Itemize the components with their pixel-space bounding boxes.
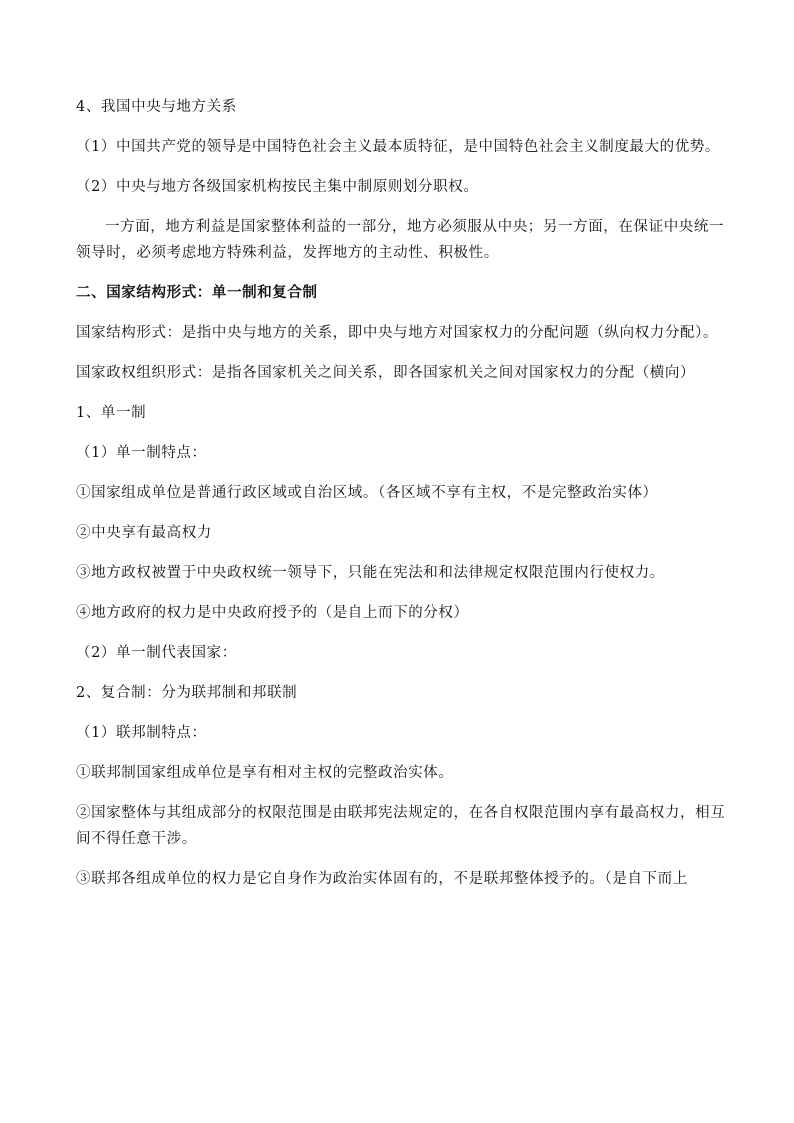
section-heading-central-local: 4、我国中央与地方关系	[76, 99, 237, 115]
paragraph-party-leadership: （1）中国共产党的领导是中国特色社会主义最本质特征，是中国特色社会主义制度最大的优势。	[76, 139, 721, 155]
paragraph-structure-definition: 国家结构形式：是指中央与地方的关系，即中央与地方对国家权力的分配问题（纵向权力分配）。	[76, 325, 719, 341]
section-heading-state-structure: 二、国家结构形式：单一制和复合制	[76, 284, 318, 301]
subheading-compound-system: 2、复合制：分为联邦制和邦联制	[76, 685, 298, 701]
subheading-federal-features: （1）联邦制特点：	[76, 725, 207, 741]
list-item-unitary-2: ②中央享有最高权力	[76, 525, 212, 541]
list-item-unitary-1: ①国家组成单位是普通行政区域或自治区域。（各区域不享有主权，不是完整政治实体）	[76, 485, 658, 501]
list-item-federal-2: ②国家整体与其组成部分的权限范围是由联邦宪法规定的，在各自权限范围内享有最高权力，相互间不得任意干涉。	[76, 805, 726, 847]
paragraph-organization-definition: 国家政权组织形式：是指各国家机关之间关系，即各国家机关之间对国家权力的分配（横向）	[76, 365, 696, 381]
subheading-unitary-examples: （2）单一制代表国家：	[76, 645, 237, 661]
subheading-unitary-system: 1、单一制	[76, 405, 147, 421]
list-item-federal-3: ③联邦各组成单位的权力是它自身作为政治实体固有的，不是联邦整体授予的。（是自下而上	[76, 871, 688, 887]
list-item-unitary-4: ④地方政府的权力是中央政府授予的（是自上而下的分权）	[76, 605, 469, 621]
document-page	[76, 94, 736, 906]
subheading-unitary-features: （1）单一制特点：	[76, 445, 207, 461]
paragraph-local-interests: 一方面，地方利益是国家整体利益的一部分，地方必须服从中央；另一方面，在保证中央统一领导时，必须考虑地方特殊利益，发挥地方的主动性、积极性。	[76, 219, 725, 261]
list-item-unitary-3: ③地方政权被置于中央政权统一领导下，只能在宪法和和法律规定权限范围内行使权力。	[76, 565, 665, 581]
list-item-federal-1: ①联邦制国家组成单位是享有相对主权的完整政治实体。	[76, 765, 454, 781]
paragraph-democratic-centralism: （2）中央与地方各级国家机构按民主集中制原则划分职权。	[76, 179, 479, 195]
